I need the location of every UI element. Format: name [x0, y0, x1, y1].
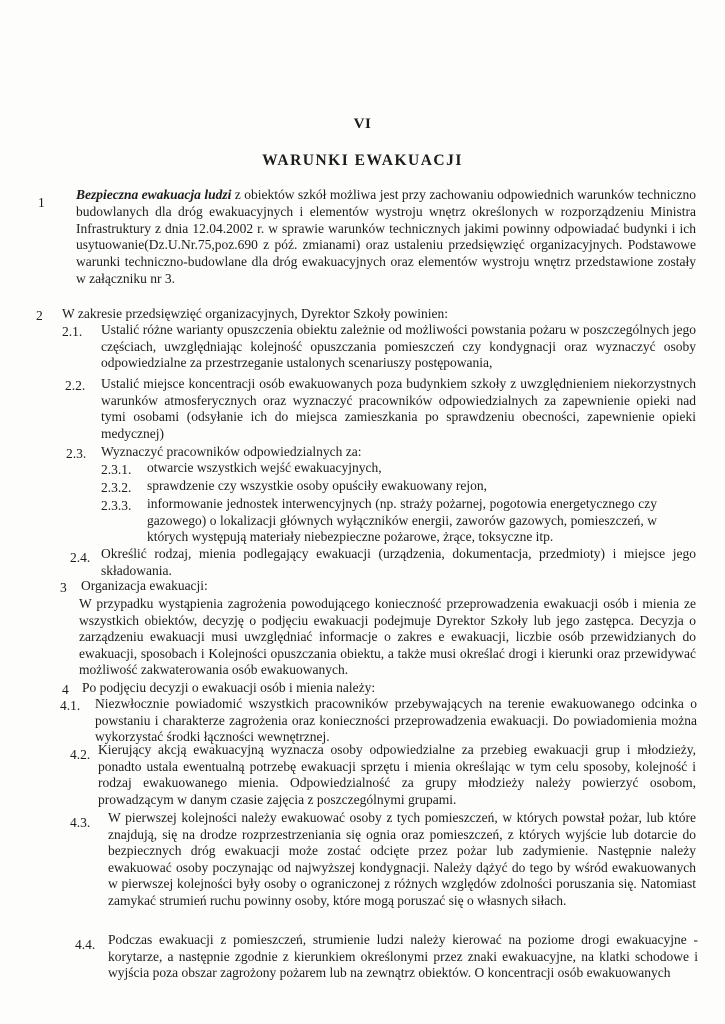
- page-title: WARUNKI EWAKUACJI: [262, 152, 463, 169]
- item-2-3-1-number: 2.3.1.: [101, 462, 132, 477]
- item-4-3-text: W pierwszej kolejności należy ewakuować osoby z tych pomieszczeń, w których powstał pożar, lub które znajdują, się na drodze rozprzestrzeniania się ognia oraz pomieszczeń, z których wyjście lub dotarcie do bezpiecznych dróg ewakuacji może zostać odcięte przez pożar lub zadymienie. Następnie należy ewakuować osoby poczynając od najwyższej kondygnacji. Należy dążyć do tego by wśród ewakuowanych w pierwszej kolejności były osoby o ograniczonej z różnych względów zdolności poruszania się. Natomiast zamykać strumień ruchu powinny osoby, które mogą poruszać się o własnych siłach.: [108, 810, 696, 908]
- item-4-1-number: 4.1.: [60, 698, 81, 713]
- section-2-number: 2: [36, 308, 43, 323]
- section-1-number: 1: [38, 195, 45, 210]
- section-4-number: 4: [62, 682, 69, 697]
- item-4-4-text: Podczas ewakuacji z pomieszczeń, strumienie ludzi należy kierować na poziome drogi ewakuacyjne - korytarze, a następnie zgodnie z kierunkiem określonymi przez znaki ewakuacyjne, na klatki schodowe i wyjścia poza obszar zagrożony pożarem lub na zewnątrz obiektów. O koncentracji osób ewakuowanych: [108, 932, 698, 980]
- section-3-heading: Organizacja ewakuacji:: [81, 578, 208, 593]
- item-4-3-number: 4.3.: [70, 815, 91, 830]
- item-4-4-number: 4.4.: [75, 937, 96, 952]
- section-3-text: W przypadku wystąpienia zagrożenia powodującego konieczność przeprowadzenia ewakuacji osób i mienia ze wszystkich obiektów, decyzję o podjęciu ewakuacji podejmuje Dyrektor Szkoły lub jego zastępca. Decyzja o zarządzeniu ewakuacji musi uwzględniać informacje o zakres e ewakuacji, liczbie osób przewidzianych do ewakuacji, sposobach i Kolejności opuszczania obiektu, a także musi określać drogi i kierunki oraz przewidywać możliwość zakwaterowania osób ewakuowanych.: [79, 596, 696, 677]
- section-1-lead: Bezpieczna ewakuacja ludzi: [76, 187, 232, 202]
- item-2-4-number: 2.4.: [70, 550, 91, 565]
- section-1-text: z obiektów szkół możliwa jest przy zachowaniu odpowiednich warunków techniczno budowlanych dla dróg ewakuacyjnych i elementów wystroju wnętrz określonych w rozporządzeniu Ministra Infrastruktury z dnia 12.04.2002 r. w sprawie warunków technicznych jakimi powinny odpowiadać budynki i ich usytuowanie(Dz.U.Nr.75,poz.690 z póź. zmianami) oraz ustaleniu przedsięwzięć organizacyjnych. Podstawowe warunki techniczno-budowlane dla dróg ewakuacyjnych oraz elementów wystroju wnętrz przedstawione zostały w załączniku nr 3.: [76, 187, 697, 286]
- item-2-2-text: Ustalić miejsce koncentracji osób ewakuowanych poza budynkiem szkoły z uwzględnieniem niekorzystnych warunków atmosferycznych oraz wyznaczyć pracowników odpowiedzialnych za zapewnienie opieki nad tymi osobami (odsyłanie ich do miejsca zamieszkania po sprawdzeniu obecności, zapewnienie opieki medycznej): [101, 376, 696, 441]
- item-2-3-2-number: 2.3.2.: [101, 480, 132, 495]
- item-2-3-3-text: informowanie jednostek interwencyjnych (np. straży pożarnej, pogotowia energetycznego czy gazowego) o lokalizacji głównych wyłączników energii, zaworów gazowych, pomieszczeń, w których występują materiały niebezpieczne pożarowe, żrące, toksyczne itp.: [147, 496, 657, 544]
- item-2-4-text: Określić rodzaj, mienia podlegający ewakuacji (urządzenia, dokumentacja, przedmioty) i miejsce jego składowania.: [101, 546, 696, 578]
- item-2-3-text: Wyznaczyć pracowników odpowiedzialnych za:: [101, 444, 362, 459]
- chapter-number: VI: [353, 116, 372, 132]
- section-3-number: 3: [60, 580, 67, 595]
- item-2-1-number: 2.1.: [62, 324, 83, 339]
- section-4-heading: Po podjęciu decyzji o ewakuacji osób i mienia należy:: [82, 680, 376, 695]
- item-4-2-text: Kierujący akcją ewakuacyjną wyznacza osoby odpowiedzialne za przebieg ewakuacji grup i młodzieży, ponadto ustala ewentualną potrzebę ewakuacji sprzętu i mienia określając w tym celu sposoby, kolejność i rodzaj ewakuowanego mienia. Odpowiedzialność za grupy młodzieży należy powierzyć osobom, prowadzącym w danym czasie zajęcia z poszczególnymi grupami.: [98, 742, 696, 807]
- item-2-1-text: Ustalić różne warianty opuszczenia obiektu zależnie od możliwości powstania pożaru w poszczególnych jego częściach, uwzględniając kolejność opuszczania pomieszczeń czy kondygnacji oraz wyznaczyć osoby odpowiedzialne za przestrzeganie ustalonych scenariuszy postępowania,: [101, 322, 696, 370]
- item-2-3-1-text: otwarcie wszystkich wejść ewakuacyjnych,: [147, 460, 382, 475]
- item-2-3-3-number: 2.3.3.: [101, 498, 132, 513]
- item-2-3-number: 2.3.: [66, 446, 87, 461]
- item-4-1-text: Niezwłocznie powiadomić wszystkich pracowników przebywających na terenie ewakuowanego odcinka o powstaniu i charakterze zagrożenia oraz konieczności przeprowadzenia ewakuacji. Do powiadomienia można wykorzystać środki łączności wewnętrznej.: [95, 696, 697, 744]
- section-2-intro: W zakresie przedsięwzięć organizacyjnych, Dyrektor Szkoły powinien:: [62, 306, 448, 321]
- item-2-3-2-text: sprawdzenie czy wszystkie osoby opuściły ewakuowany rejon,: [147, 478, 488, 493]
- item-4-2-number: 4.2.: [70, 747, 91, 762]
- item-2-2-number: 2.2.: [65, 378, 86, 393]
- section-1-paragraph: [76, 187, 696, 288]
